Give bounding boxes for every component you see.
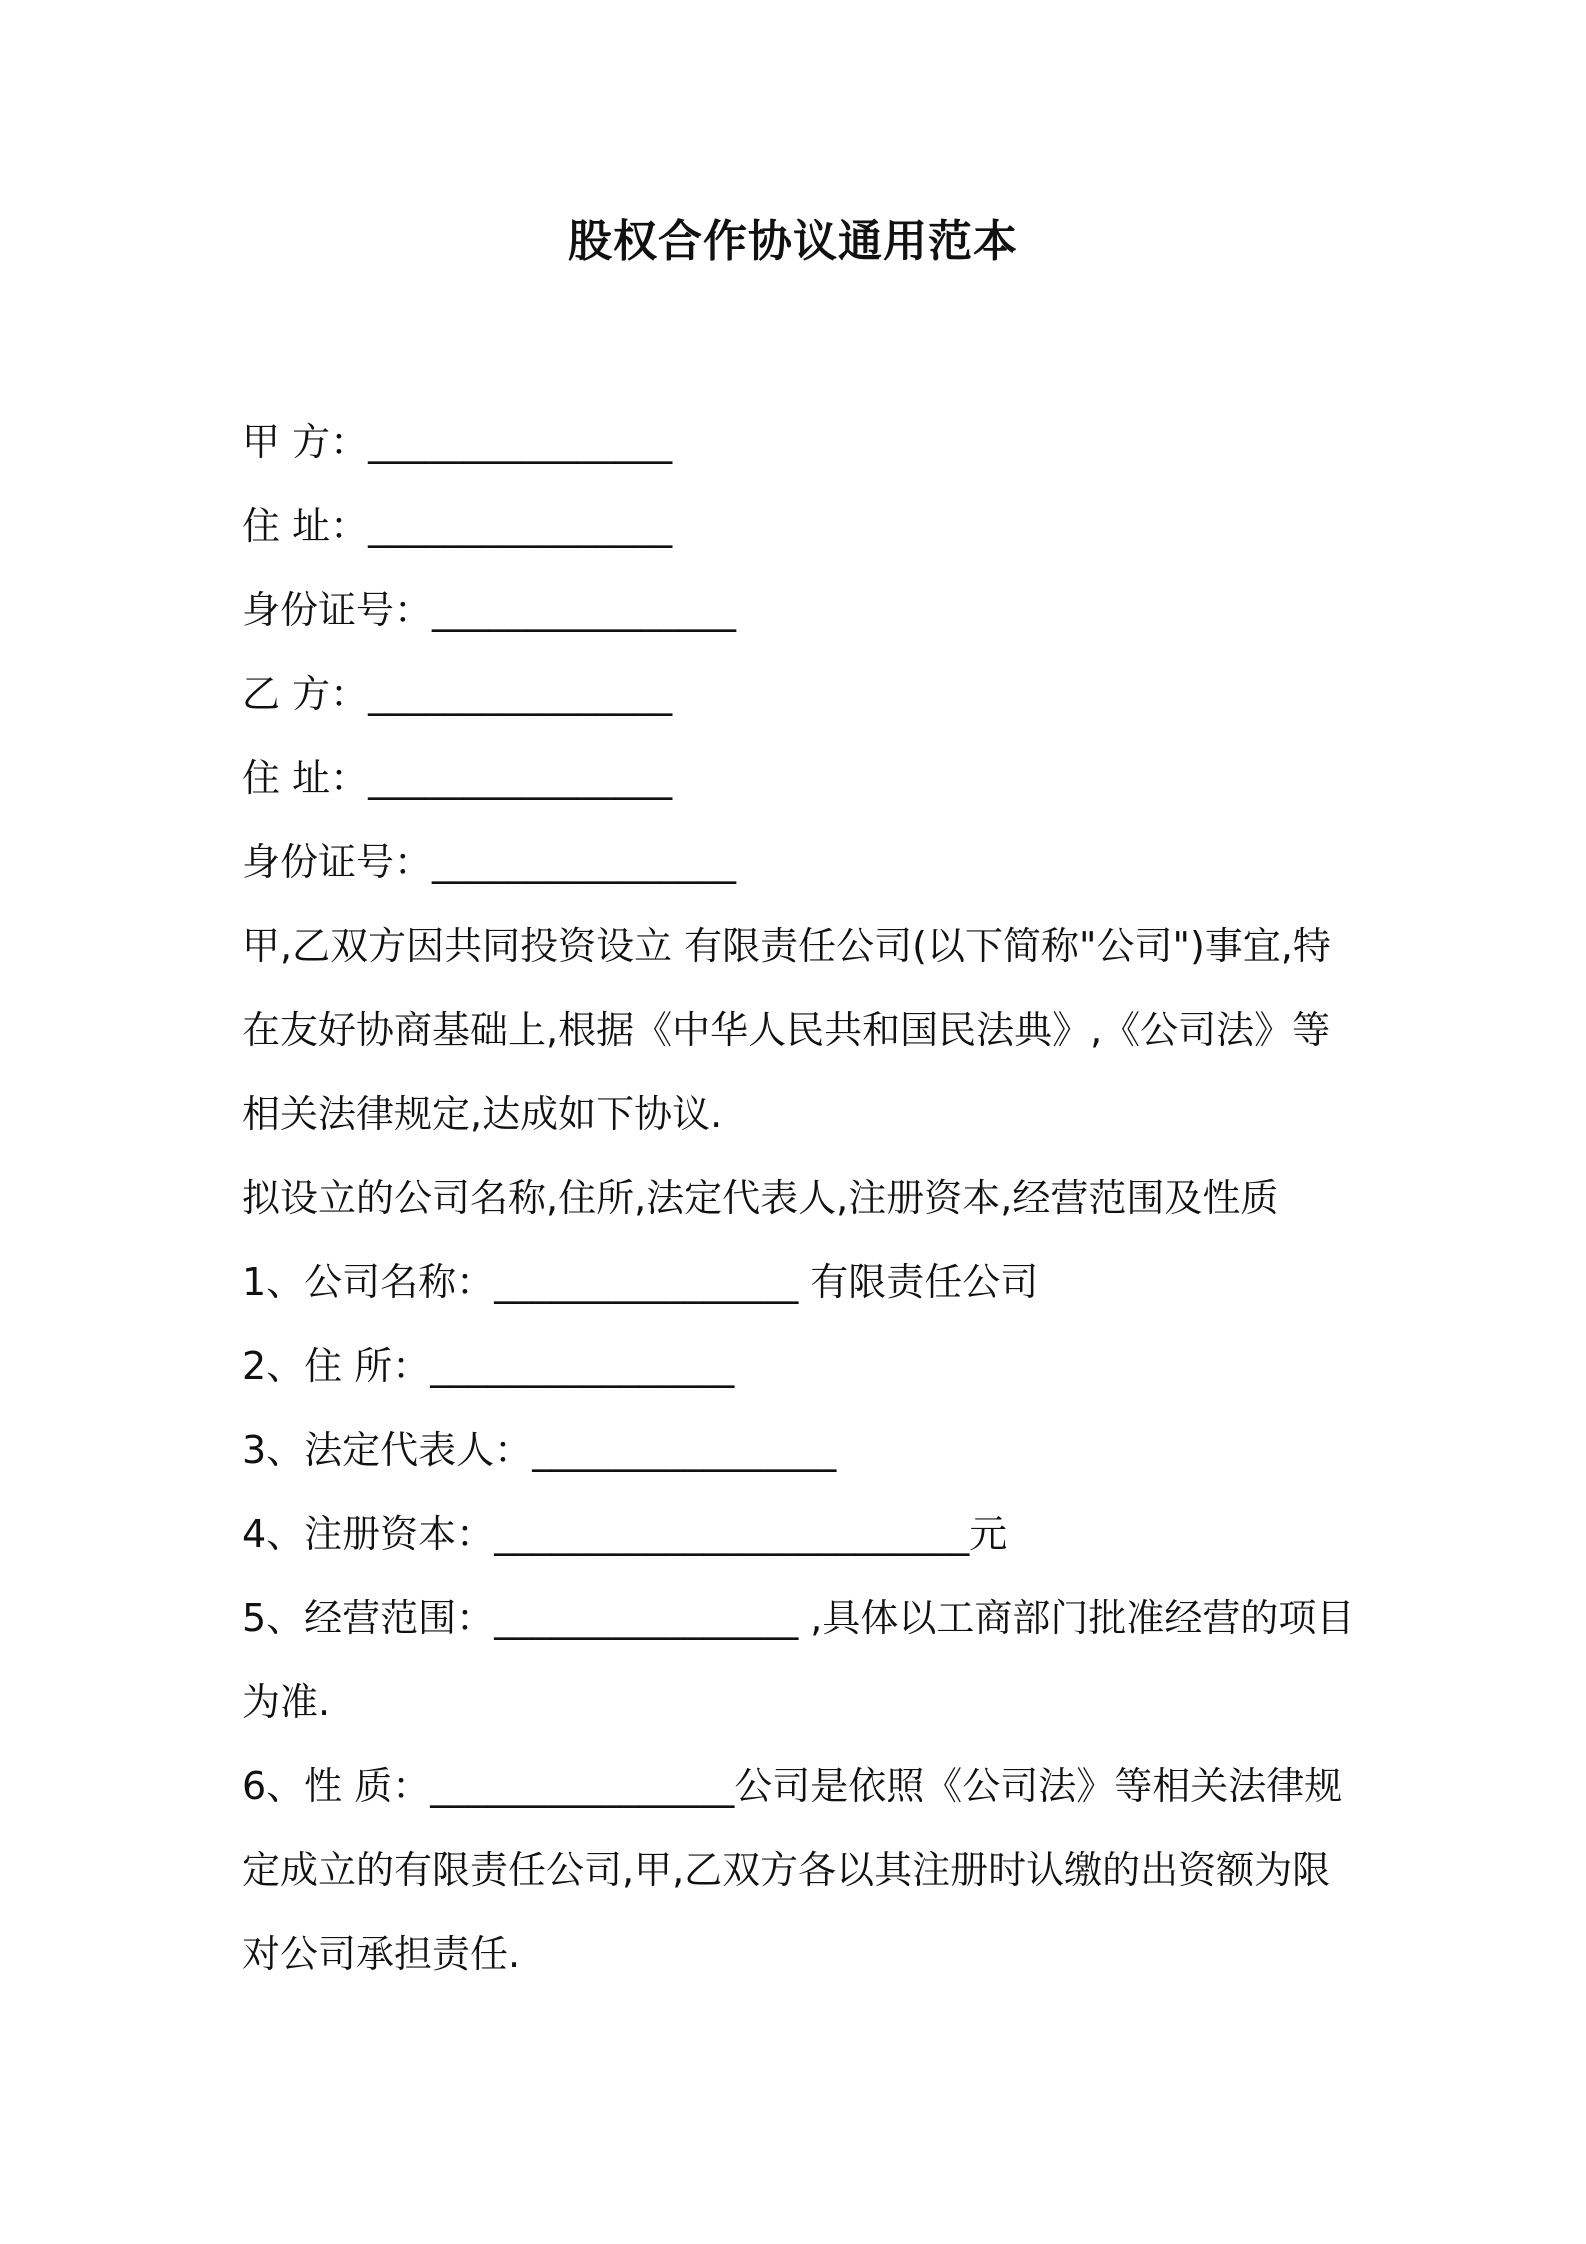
party-b-line xyxy=(242,652,1362,736)
party-b-id-line xyxy=(242,820,1362,904)
item-nature xyxy=(242,1744,1362,1996)
legal-rep-label: 3、法定代表人： xyxy=(242,1428,533,1472)
item-address xyxy=(242,1324,1362,1408)
capital-blank[interactable]: _________________________ xyxy=(494,1512,970,1556)
legal-rep-blank[interactable]: ________________ xyxy=(532,1428,837,1472)
preamble-paragraph: 甲,乙双方因共同投资设立 有限责任公司(以下简称"公司")事宜,特在友好协商基础上,根据《中华人民共和国民法典》,《公司法》等相关法律规定,达成如下协议. xyxy=(242,924,1331,1136)
item-legal-rep xyxy=(242,1408,1362,1492)
party-b-address-line xyxy=(242,736,1362,820)
party-b-label: 乙 方： xyxy=(242,672,369,716)
capital-label: 4、注册资本： xyxy=(242,1512,495,1556)
party-a-id-line xyxy=(242,568,1362,652)
nature-blank[interactable]: ________________ xyxy=(430,1764,735,1808)
nature-text: 公司是依照《公司法》等相关法律规定成立的有限责任公司,甲,乙双方各以其注册时认缴的出资额为限对公司承担责任. xyxy=(242,1764,1343,1976)
address-label: 2、住 所： xyxy=(242,1344,431,1388)
party-a-id-blank[interactable]: ________________ xyxy=(432,588,737,632)
company-name-label: 1、公司名称： xyxy=(242,1260,495,1304)
party-b-address-blank[interactable]: ________________ xyxy=(368,756,673,800)
company-name-blank[interactable]: ________________ xyxy=(494,1260,799,1304)
capital-suffix: 元 xyxy=(969,1512,1008,1556)
party-a-label: 甲 方： xyxy=(242,420,369,464)
party-b-address-label: 住 址： xyxy=(242,756,369,800)
item-scope xyxy=(242,1576,1362,1744)
party-a-line xyxy=(242,400,1362,484)
scope-label: 5、经营范围： xyxy=(242,1596,495,1640)
address-blank[interactable]: ________________ xyxy=(430,1344,735,1388)
item-capital xyxy=(242,1492,1362,1576)
document-body xyxy=(242,400,1362,1996)
party-a-blank[interactable]: ________________ xyxy=(368,420,673,464)
party-a-id-label: 身份证号： xyxy=(242,588,433,632)
nature-label: 6、性 质： xyxy=(242,1764,431,1808)
party-a-address-label: 住 址： xyxy=(242,504,369,548)
item-company-name xyxy=(242,1240,1362,1324)
scope-text: ,具体以工商部门批准经营的项目为准. xyxy=(242,1596,1355,1724)
document-title: 股权合作协议通用范本 xyxy=(568,216,1018,267)
party-a-address-blank[interactable]: ________________ xyxy=(368,504,673,548)
party-b-id-label: 身份证号： xyxy=(242,840,433,884)
party-b-id-blank[interactable]: ________________ xyxy=(432,840,737,884)
company-name-suffix: 有限责任公司 xyxy=(798,1260,1039,1304)
party-b-blank[interactable]: ________________ xyxy=(368,672,673,716)
scope-blank[interactable]: ________________ xyxy=(494,1596,799,1640)
section-heading: 拟设立的公司名称,住所,法定代表人,注册资本,经营范围及性质 xyxy=(242,1176,1279,1220)
party-a-address-line xyxy=(242,484,1362,568)
